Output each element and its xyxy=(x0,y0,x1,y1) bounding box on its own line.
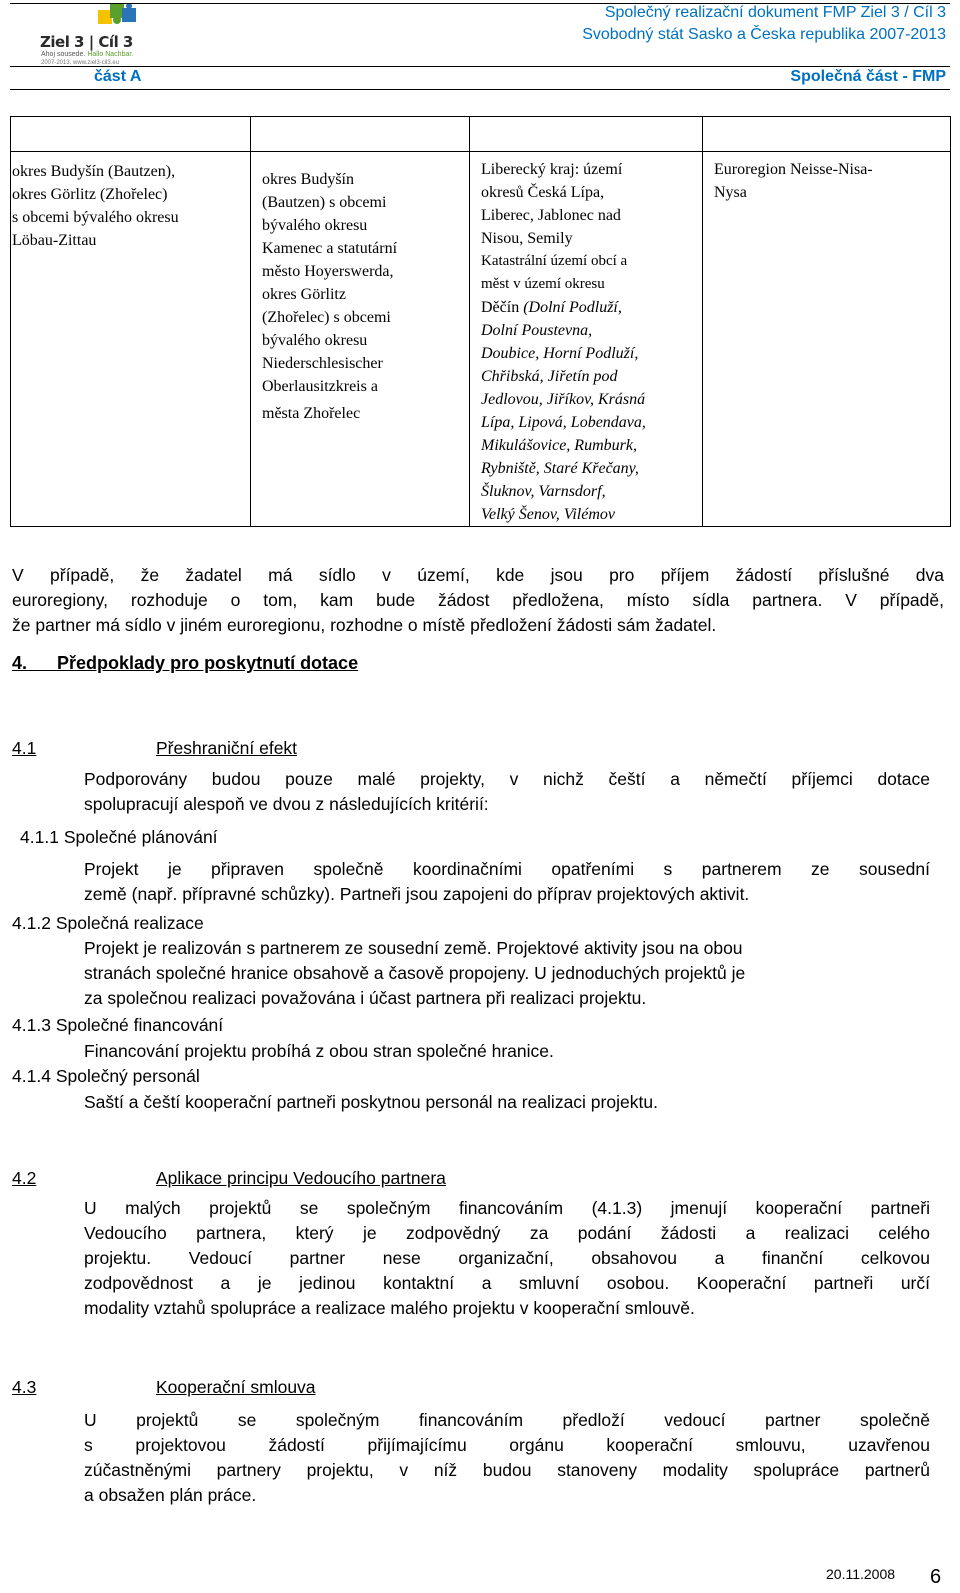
text-line: zúčastněnými partnery projektu, v níž budou stanoveny modality spolupráce partnerů xyxy=(84,1460,930,1480)
section-4-heading: 4. Předpoklady pro poskytnutí dotace xyxy=(12,653,359,673)
cell-line: Velký Šenov, Vilémov xyxy=(481,506,615,523)
cell-line: Oberlausitzkreis a xyxy=(262,378,378,395)
section-4-1-3-text: Financování projektu probíhá z obou stran společné hranice. xyxy=(84,1041,554,1061)
region-table xyxy=(10,116,951,527)
cell-line: Nisou, Semily xyxy=(481,230,573,247)
cell-line: Doubice, Horní Podluží, xyxy=(481,345,639,362)
doc-title-line-2: Svobodný stát Sasko a Česka republika 2007-2013 xyxy=(582,26,946,43)
cell-line: Kamenec a statutární xyxy=(262,240,398,257)
cell-line: měst v území okresu xyxy=(481,276,605,292)
table-row xyxy=(11,152,951,527)
text-line: V případě, že žadatel má sídlo v území, kde jsou pro příjem žádostí příslušné dva xyxy=(12,565,944,585)
section-4-1-2-heading: 4.1.2 Společná realizace xyxy=(12,913,204,933)
table-row xyxy=(11,117,951,152)
saxony-municipalities-cell xyxy=(251,152,470,527)
logo-tagline: Ahoj sousede. Hallo Nachbar. xyxy=(41,51,134,58)
text-line: U malých projektů se společným financováním (4.1.3) jmenují kooperační partneři xyxy=(84,1198,930,1218)
table-cell xyxy=(470,117,703,152)
doc-title-line-1: Společný realizační dokument FMP Ziel 3 / Cíl 3 xyxy=(604,4,946,21)
text-line: s projektovou žádostí přijímajícímu orgánu kooperační smlouvu, uzavřenou xyxy=(84,1435,930,1455)
part-label-left: část A xyxy=(94,68,142,85)
cell-line: Löbau-Zittau xyxy=(12,232,97,249)
cell-line: Rybniště, Staré Křečany, xyxy=(481,460,639,477)
page-number: 6 xyxy=(930,1566,942,1588)
text-line: projektu. Vedoucí partner nese organizační, obsahovou a finanční celkovou xyxy=(84,1248,930,1268)
section-4-2-heading: 4.2 Aplikace principu Vedoucího partnera xyxy=(12,1168,446,1188)
text-line: modality vztahů spolupráce a realizace malého projektu v kooperační smlouvě. xyxy=(84,1298,695,1318)
text-line: za společnou realizaci považována i účast partnera při realizaci projektu. xyxy=(84,988,647,1008)
text-line: Projekt je připraven společně koordinačními opatřeními s partnerem ze sousední xyxy=(84,859,930,879)
section-4-1-heading: 4.1 Přeshraniční efekt xyxy=(12,738,298,758)
czech-territory-cell xyxy=(470,152,703,527)
cell-line: Liberecký kraj: území xyxy=(481,161,623,178)
cell-line: okres Görlitz (Zhořelec) xyxy=(12,186,168,203)
part-label-right: Společná část - FMP xyxy=(790,68,946,85)
cell-line: okres Budyšín (Bautzen), xyxy=(12,163,176,180)
cell-line: Jedlovou, Jiříkov, Krásná xyxy=(481,391,646,408)
footer-date: 20.11.2008 xyxy=(826,1566,896,1582)
text-line: Projekt je realizován s partnerem ze sousední země. Projektové aktivity jsou na obou xyxy=(84,938,743,958)
header-top-rule xyxy=(10,3,950,4)
cell-line: Nysa xyxy=(714,184,747,201)
cell-line: Šluknov, Varnsdorf, xyxy=(481,483,606,500)
cell-line: bývalého okresu xyxy=(262,332,368,349)
section-4-1-text xyxy=(84,767,930,817)
text-line: spolupracují alespoň ve dvou z následujících kritérií: xyxy=(84,794,489,814)
section-4-3-heading: 4.3 Kooperační smlouva xyxy=(12,1377,316,1397)
text-line: zodpovědnost a je jedinou kontaktní a smluvní osobou. Kooperační partneři určí xyxy=(84,1273,930,1293)
cell-line: Niederschlesischer xyxy=(262,355,383,372)
cell-line: Dolní Poustevna, xyxy=(481,322,593,339)
text-line: stranách společné hranice obsahově a časově propojeny. U jednoduchých projektů je xyxy=(84,963,746,983)
cell-line: Katastrální území obcí a xyxy=(481,253,628,269)
table-cell xyxy=(251,117,470,152)
cell-line: okres Budyšín xyxy=(262,171,354,188)
text-line: že partner má sídlo v jiném euroregionu, rozhodne o místě předložení žádosti sám žadatel. xyxy=(12,615,717,635)
cell-line: okres Görlitz xyxy=(262,286,346,303)
section-4-1-4-heading: 4.1.4 Společný personál xyxy=(12,1066,200,1086)
logo-url: 2007-2013, www.ziel3-cil3.eu xyxy=(41,60,120,66)
cell-line: město Hoyerswerda, xyxy=(262,263,394,280)
section-4-3-text xyxy=(84,1408,930,1508)
cell-line: (Bautzen) s obcemi xyxy=(262,194,387,211)
section-4-1-3-heading: 4.1.3 Společné financování xyxy=(12,1015,224,1035)
section-4-1-2-text xyxy=(84,936,930,1011)
table-cell xyxy=(11,117,251,152)
cell-line: Chřibská, Jiřetín pod xyxy=(481,368,618,385)
text-line: a obsažen plán práce. xyxy=(84,1485,257,1505)
text-line: země (např. přípravné schůzky). Partneři jsou zapojeni do příprav projektových aktivit. xyxy=(84,884,750,904)
cell-line: Euroregion Neisse-Nisa- xyxy=(714,161,873,178)
section-4-2-text xyxy=(84,1196,930,1321)
text-line: Vedoucího partnera, který je zodpovědný za podání žádosti a realizaci celého xyxy=(84,1223,930,1243)
cell-line: okresů Česká Lípa, xyxy=(481,184,605,201)
table-cell xyxy=(703,117,951,152)
section-4-1-4-text: Saští a čeští kooperační partneři poskytnou personál na realizaci projektu. xyxy=(84,1092,658,1112)
euroregion-cell xyxy=(703,152,951,527)
section-4-1-1-text xyxy=(84,857,930,907)
cell-line: Liberec, Jablonec nad xyxy=(481,207,621,224)
cell-line: Mikulášovice, Rumburk, xyxy=(481,437,637,454)
puzzle-logo-icon xyxy=(96,2,142,30)
cell-line: města Zhořelec xyxy=(262,405,361,422)
saxony-districts-cell xyxy=(11,152,251,527)
logo-wordmark: Ziel 3 | Cíl 3 xyxy=(40,33,133,51)
section-4-1-1-heading: 4.1.1 Společné plánování xyxy=(20,827,218,847)
cell-line: (Zhořelec) s obcemi xyxy=(262,309,391,326)
cell-line: Děčín (Dolní Podluží, xyxy=(481,299,622,316)
text-line: U projektů se společným financováním předloží vedoucí partner společně xyxy=(84,1410,930,1430)
cell-line: s obcemi bývalého okresu xyxy=(12,209,179,226)
header-mid-rule xyxy=(10,66,950,67)
cell-line: bývalého okresu xyxy=(262,217,368,234)
text-line: euroregiony, rozhoduje o tom, kam bude žádost předložena, místo sídla partnera. V případě, xyxy=(12,590,944,610)
header-bottom-rule xyxy=(10,89,950,90)
cell-line: Lípa, Lipová, Lobendava, xyxy=(481,414,646,431)
ziel3-logo xyxy=(38,2,146,64)
intro-paragraph xyxy=(12,563,944,638)
text-line: Podporovány budou pouze malé projekty, v nichž čeští a němečtí příjemci dotace xyxy=(84,769,930,789)
